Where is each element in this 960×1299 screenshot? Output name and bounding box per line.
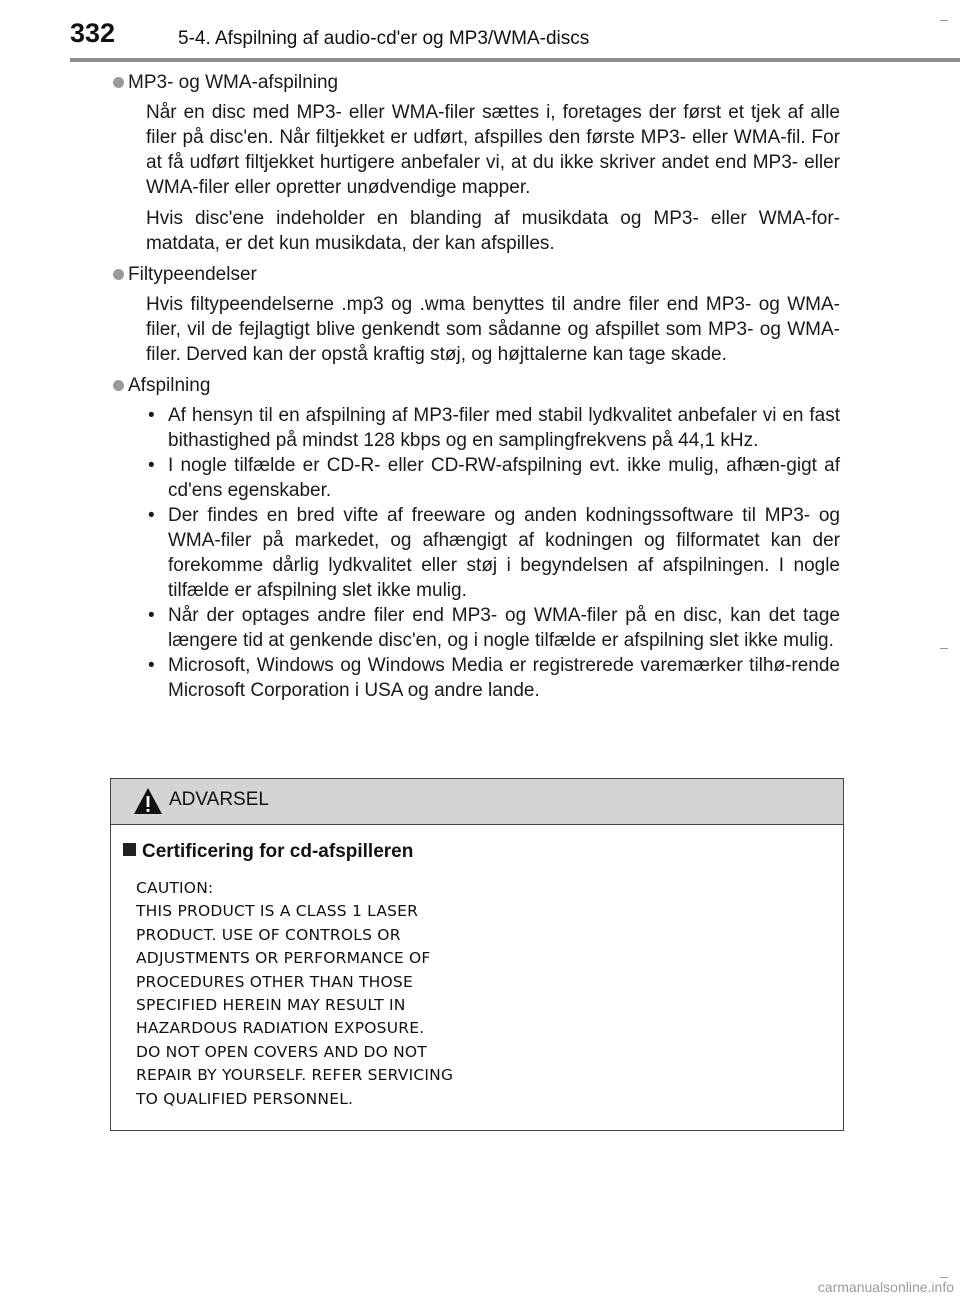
warning-triangle-icon (133, 787, 163, 815)
caution-line: ADJUSTMENTS OR PERFORMANCE OF (136, 949, 431, 968)
caution-line: CAUTION: (136, 879, 214, 897)
watermark-link[interactable]: carmanualsonline.info (817, 1279, 954, 1295)
paragraph: Hvis filtypeendelserne .mp3 og .wma benyttes til andre filer end MP3- og WMA-filer, vil de fejlagtigt blive genkendt som sådanne og afspillet som MP3- og WMA-filer. Derved kan der opstå kraftig støj, og højttalerne kan tage skade. (146, 294, 840, 365)
corner-tick (940, 1277, 948, 1278)
square-bullet-icon (123, 843, 136, 856)
warning-heading-text: Certificering for cd-afspilleren (142, 841, 414, 862)
bullet-dot-icon (113, 380, 124, 391)
caution-line: HAZARDOUS RADIATION EXPOSURE. (136, 1019, 425, 1038)
caution-line: THIS PRODUCT IS A CLASS 1 LASER (136, 902, 419, 921)
caution-label-image (136, 877, 556, 1111)
caution-line: REPAIR BY YOURSELF. REFER SERVICING (136, 1066, 454, 1085)
list-item: • Der findes en bred vifte af freeware og anden kodningssoftware til MP3- og WMA-filer på markedet, og afhængigt af kodningen og filformatet kan der forekomme dårlig lydkvalitet eller støj i begyndelsen af afspilningen. I nogle tilfælde er afspilning slet ikke mulig. (146, 503, 840, 603)
list-item: • Når der optages andre filer end MP3- og WMA-filer på en disc, kan det tage længere tid at genkende disc'en, og i nogle tilfælde er afspilning slet ikke mulig. (146, 603, 840, 653)
page-number: 332 (70, 18, 116, 48)
section-title: 5-4. Afspilning af audio-cd'er og MP3/WMA-discs (178, 28, 590, 49)
bullet-dot-icon (113, 269, 124, 280)
bullet-dot-icon (113, 77, 124, 88)
main-content (128, 70, 840, 709)
caution-line: DO NOT OPEN COVERS AND DO NOT (136, 1042, 427, 1061)
caution-line: TO QUALIFIED PERSONNEL. (136, 1089, 354, 1108)
list-item: • I nogle tilfælde er CD-R- eller CD-RW-afspilning evt. ikke mulig, afhæn-gigt af cd'ens egenskaber. (146, 453, 840, 503)
caution-line: SPECIFIED HEREIN MAY RESULT IN (136, 996, 406, 1015)
bullet-list (146, 403, 840, 703)
item-afspilning (128, 373, 840, 703)
paragraph: Hvis disc'ene indeholder en blanding af musikdata og MP3- eller WMA-for-matdata, er det kun musikdata, der kan afspilles. (146, 208, 840, 254)
warning-heading (123, 841, 413, 863)
list-item: • Af hensyn til en afspilning af MP3-filer med stabil lydkvalitet anbefaler vi en fast bithastighed på mindst 128 kbps og en samplingfrekvens på 44,1 kHz. (146, 403, 840, 453)
header-rule (70, 58, 960, 62)
paragraph: Når en disc med MP3- eller WMA-filer sættes i, foretages der først et tjek af alle filer på disc'en. Når filtjekket er udført, afspilles den første MP3- eller WMA-fil. For at få udført filtjekket hurtigere anbefaler vi, at du ikke skriver andet end MP3- eller WMA-filer eller opretter unødvendige mapper. (146, 102, 840, 198)
item-title: Filtypeendelser (128, 264, 257, 285)
caution-line: PROCEDURES OTHER THAN THOSE (136, 972, 413, 991)
corner-tick (940, 648, 948, 649)
item-title: MP3- og WMA-afspilning (128, 72, 339, 93)
warning-box (110, 778, 844, 1131)
list-item: • Microsoft, Windows og Windows Media er registrerede varemærker tilhø-rende Microsoft Corporation i USA og andre lande. (146, 653, 840, 703)
item-filtypeendelser (128, 262, 840, 367)
caution-line: PRODUCT. USE OF CONTROLS OR (136, 925, 401, 944)
warning-header (111, 779, 843, 825)
warning-label: ADVARSEL (169, 789, 269, 810)
corner-tick (940, 20, 948, 21)
item-mp3-wma (128, 70, 840, 256)
item-title: Afspilning (128, 375, 211, 396)
